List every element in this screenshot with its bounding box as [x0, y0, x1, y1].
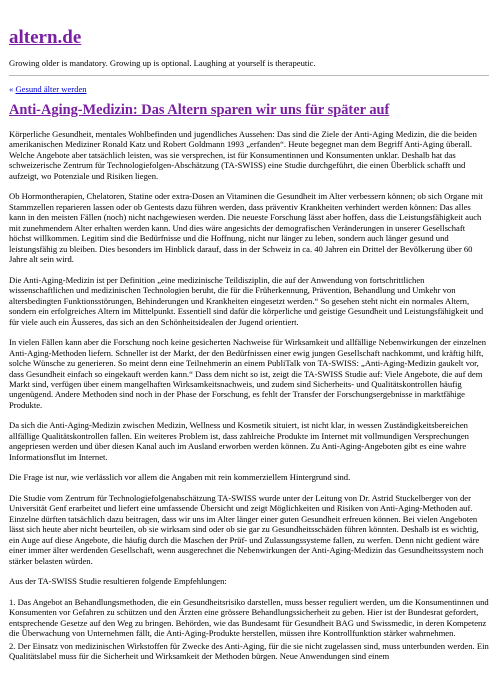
article-paragraph: Die Anti-Aging-Medizin ist per Definition „eine medizinische Teildisziplin, die auf der Anwendung von fortschrittlichen wissenschaftlichen und medizinischen Technologien beruht, die für die Früherkennung, Prävention, Behandlung und Umkehr von altersbedingten Funktionsstörungen, Behinderungen und Krankheiten eingesetzt werden.“ So gesehen steht nicht ein normales Altern, sondern ein erfolgreiches Altern im Mittelpunkt. Essentiell sind dafür die körperliche und geistige Gesundheit und Leistungsfähigkeit und für viele auch ein Äusseres, das sich an den Schönheitsidealen der Jugend orientiert.	[9, 274, 484, 327]
recommendations-intro: Aus der TA-SWISS Studie resultieren folgende Empfehlungen:	[9, 576, 227, 587]
breadcrumb	[9, 84, 489, 94]
article-paragraph: Körperliche Gesundheit, mentales Wohlbefinden und jugendliches Aussehen: Das sind die Ziele der Anti-Aging Medizin, die die beiden amerikanischen Mediziner Ronald Katz und Robert Goldmann 1993 „erfanden“. Heute begegnet man dem Begriff Anti-Aging überall. Welche Angebote aber tatsächlich leisten, was sie versprechen, ist für Konsumentinnen und Konsumenten unklar. Deshalb hat das schweizerische Zentrum für Technologiefolgen-Abschätzung (TA-SWISS) eine Studie durchgeführt, die einen Überblick schafft und aufzeigt, wo Potenziale und Risiken liegen.	[9, 128, 477, 181]
site-tagline: Growing older is mandatory. Growing up is optional. Laughing at yourself is therapeutic.	[9, 58, 316, 68]
article-paragraph: Die Frage ist nur, wie verlässlich vor allem die Angaben mit rein kommerziellem Hintergrund sind.	[9, 472, 351, 483]
article-body	[9, 129, 489, 662]
site-title-link[interactable]: altern.de	[9, 27, 82, 48]
article-paragraph: In vielen Fällen kann aber die Forschung noch keine gesicherten Nachweise für Wirksamkeit und allfällige Nebenwirkungen der einzelnen Anti-Aging-Methoden liefern. Schneller ist der Markt, der den Bedürfnissen einer ewig jungen Gesellschaft nachkommt, und kräftig hilft, solche Wünsche zu generieren. So meint denn eine Teilnehmerin an einem PubliTalk von TA-SWISS: „Anti-Aging-Medizin gaukelt vor, dass Gesundheit einfach so eingekauft werden kann.“ Dass dem nicht so ist, zeigt die TA-SWISS Studie auf: Viele Angebote, die auf dem Markt sind, verfügen über einem mangelhaften Wirksamkeitsnachweis, und zudem sind Sicherheits- und Qualitätskontrollen häufig ungenügend. Andere Methoden sind noch in der Phase der Forschung, es fehlt der Transfer der Forschungsergebnisse in marktfähige Produkte.	[9, 337, 486, 410]
back-arrow-icon: «	[9, 84, 14, 95]
recommendation-item: 2. Der Einsatz von medizinischen Wirkstoffen für Zwecke des Anti-Aging, für die sie nicht zugelassen sind, muss unterbunden werden. Ein Qualitätslabel muss für die Sicherheit und Wirksamkeit der Methoden bürgen. Neue Anwendungen sind einem	[9, 640, 489, 662]
article-paragraph: Die Studie vom Zentrum für Technologiefolgenabschätzung TA-SWISS wurde unter der Leitung von Dr. Astrid Stuckelberger von der Universität Genf erarbeitet und liefert eine umfassende Übersicht und zeigt Möglichkeiten und Risiken von Anti-Aging-Methoden auf. Einzelne dürften tatsächlich dazu beitragen, dass wir uns im Alter länger einer guten Gesundheit erfreuen können. Bei vielen Angeboten lässt sich heute aber nicht beurteilen, ob sie wirksam sind oder ob sie gar zu Gesundheitsschäden führen könnten. Deshalb ist es wichtig, ein Auge auf diese Angebote, die häufig durch die Maschen der Prüf- und Zulassungssysteme fallen, zu werfen. Denn nicht gedient wäre einer immer älter werdenden Gesellschaft, wenn ausgerechnet die Nebenwirkungen der Anti-Aging-Medizin das Gesundheitssystem noch stärker belasten würden.	[9, 492, 484, 566]
article-headline-link[interactable]: Anti-Aging-Medizin: Das Altern sparen wir uns für später auf	[9, 101, 390, 118]
back-link[interactable]: Gesund älter werden	[15, 84, 87, 95]
recommendation-item: 1. Das Angebot an Behandlungsmethoden, die ein Gesundheitsrisiko darstellen, muss besser reguliert werden, um die Konsumentinnen und Konsumenten vor Gefahren zu schützen und den Ärzten eine grössere Behandlungssicherheit zu geben. Hier ist der Bundesrat gefordert, entsprechende Gesetze auf den Weg zu bringen. Behörden, wie das Bundesamt für Gesundheit BAG und Swissmedic, in deren Kompetenz die Überwachung von Unternehmen fällt, die Anti-Aging-Produkte herstellen, müssen ihre Kontrollfunktion stärker wahrnehmen.	[9, 596, 489, 639]
article-paragraph: Da sich die Anti-Aging-Medizin zwischen Medizin, Wellness und Kosmetik situiert, ist nicht klar, in wessen Zuständigkeitsbereichen allfällige Qualitätskontrollen fallen. Ein weiteres Problem ist, dass zahlreiche Produkte im Internet mit vollmundigen Versprechungen angepriesen werden und über diesen Kanal auch im Ausland erworben werden können. Zu Anti-Aging-Angeboten gibt es eine wahre Informationsflut im Internet.	[9, 420, 469, 462]
recommendations-list	[9, 597, 489, 662]
header-divider	[9, 75, 489, 76]
article-paragraph: Ob Hormontherapien, Chelatoren, Statine oder extra-Dosen an Vitaminen die Gesundheit im Alter verbessern können; ob sich Organe mit Stammzellen reparieren lassen oder ob Gentests dazu führen werden, dass präventiv Krankheiten verhindert werden können: Das alles kann in den meisten Fällen (noch) nicht nachgewiesen werden. Die neueste Forschung lässt aber hoffen, dass die Leistungsfähigkeit auch mit zunehmendem Alter erhalten werden kann. Und dies wäre angesichts der demografischen Veränderungen in unserer Gesellschaft höchst willkommen. Legitim sind die Bedürfnisse und die Hoffnung, nicht nur länger zu leben, sondern auch länger gesund und leistungsfähig zu bleiben. Dies besonders im Hinblick darauf, dass in der Schweiz in ca. 40 Jahren ein Drittel der Bevölkerung über 60 Jahre alt sein wird.	[9, 191, 483, 265]
